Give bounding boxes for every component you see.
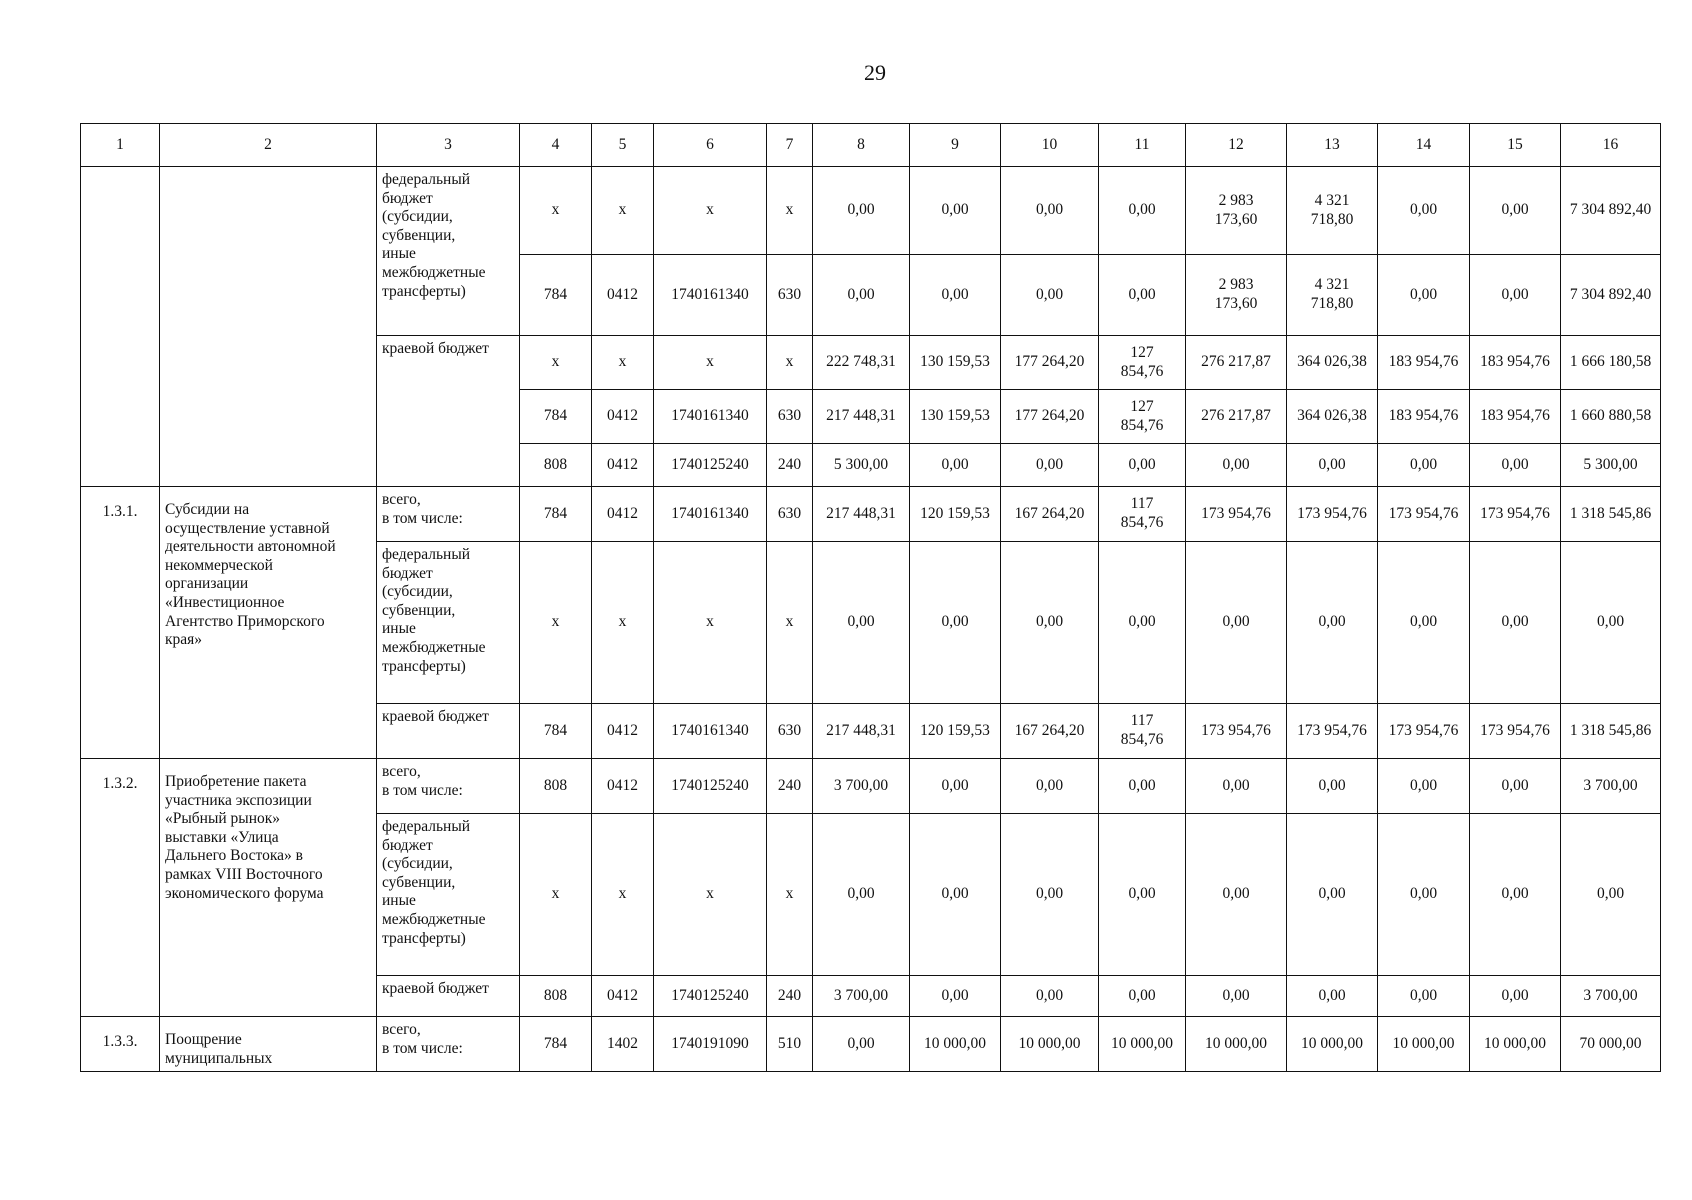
budget-table	[80, 123, 1661, 1072]
cell-target-article: х	[654, 542, 767, 704]
header-row	[81, 124, 1661, 167]
cell-year-2026: 183 954,76	[1378, 390, 1470, 444]
cell-year-2021: 0,00	[910, 255, 1001, 336]
item-number-cell	[81, 167, 160, 487]
cell-chapter: х	[520, 542, 592, 704]
cell-chapter: х	[520, 814, 592, 976]
cell-year-2022: 0,00	[1001, 167, 1099, 255]
cell-year-2020: 0,00	[813, 167, 910, 255]
cell-year-2022: 0,00	[1001, 255, 1099, 336]
cell-year-2023: 10 000,00	[1099, 1017, 1186, 1072]
funding-source-total: всего, в том числе:	[377, 759, 520, 814]
column-header: 8	[813, 124, 910, 167]
cell-year-2022: 0,00	[1001, 759, 1099, 814]
column-header: 14	[1378, 124, 1470, 167]
cell-year-2027: 0,00	[1470, 759, 1561, 814]
cell-total: 0,00	[1561, 542, 1661, 704]
cell-year-2024: 2 983 173,60	[1186, 167, 1287, 255]
cell-year-2023: 127 854,76	[1099, 390, 1186, 444]
cell-year-2024: 10 000,00	[1186, 1017, 1287, 1072]
cell-year-2027: 173 954,76	[1470, 487, 1561, 542]
cell-year-2021: 10 000,00	[910, 1017, 1001, 1072]
cell-year-2027: 173 954,76	[1470, 704, 1561, 759]
cell-year-2020: 0,00	[813, 255, 910, 336]
cell-year-2022: 177 264,20	[1001, 336, 1099, 390]
cell-year-2024: 0,00	[1186, 542, 1287, 704]
cell-chapter: х	[520, 167, 592, 255]
item-number: 1.3.2.	[81, 759, 160, 1017]
cell-year-2023: 0,00	[1099, 255, 1186, 336]
cell-year-2023: 117 854,76	[1099, 487, 1186, 542]
cell-year-2026: 0,00	[1378, 542, 1470, 704]
cell-section: х	[592, 542, 654, 704]
cell-year-2027: 0,00	[1470, 444, 1561, 487]
cell-year-2021: 120 159,53	[910, 704, 1001, 759]
table-row	[81, 487, 1661, 542]
cell-target-article: х	[654, 814, 767, 976]
cell-year-2025: 173 954,76	[1287, 487, 1378, 542]
cell-year-2024: 0,00	[1186, 444, 1287, 487]
cell-section: 0412	[592, 390, 654, 444]
cell-year-2022: 0,00	[1001, 976, 1099, 1017]
cell-year-2027: 0,00	[1470, 167, 1561, 255]
cell-chapter: 784	[520, 1017, 592, 1072]
cell-year-2027: 0,00	[1470, 976, 1561, 1017]
cell-total: 3 700,00	[1561, 976, 1661, 1017]
cell-year-2024: 276 217,87	[1186, 390, 1287, 444]
cell-year-2020: 217 448,31	[813, 390, 910, 444]
cell-year-2027: 183 954,76	[1470, 390, 1561, 444]
cell-year-2026: 0,00	[1378, 976, 1470, 1017]
cell-section: 1402	[592, 1017, 654, 1072]
cell-year-2021: 0,00	[910, 444, 1001, 487]
cell-year-2027: 0,00	[1470, 542, 1561, 704]
cell-expense-type: 240	[767, 759, 813, 814]
cell-year-2021: 130 159,53	[910, 390, 1001, 444]
cell-year-2023: 0,00	[1099, 976, 1186, 1017]
cell-chapter: 808	[520, 444, 592, 487]
cell-year-2021: 0,00	[910, 814, 1001, 976]
cell-year-2021: 0,00	[910, 759, 1001, 814]
item-name: Субсидии на осуществление уставной деятельности автономной некоммерческой организации «Инвестиционное Агентство Приморского края»	[160, 487, 377, 759]
column-header: 2	[160, 124, 377, 167]
cell-year-2024: 0,00	[1186, 814, 1287, 976]
cell-year-2025: 0,00	[1287, 976, 1378, 1017]
cell-year-2020: 217 448,31	[813, 487, 910, 542]
funding-source-total: всего, в том числе:	[377, 487, 520, 542]
cell-year-2020: 217 448,31	[813, 704, 910, 759]
cell-section: 0412	[592, 704, 654, 759]
cell-year-2023: 0,00	[1099, 814, 1186, 976]
cell-target-article: 1740161340	[654, 390, 767, 444]
column-header: 3	[377, 124, 520, 167]
column-header: 7	[767, 124, 813, 167]
cell-chapter: 784	[520, 390, 592, 444]
cell-total: 1 666 180,58	[1561, 336, 1661, 390]
cell-year-2026: 183 954,76	[1378, 336, 1470, 390]
cell-section: 0412	[592, 487, 654, 542]
cell-year-2023: 127 854,76	[1099, 336, 1186, 390]
cell-expense-type: 240	[767, 444, 813, 487]
cell-year-2022: 0,00	[1001, 444, 1099, 487]
cell-target-article: х	[654, 336, 767, 390]
cell-year-2026: 0,00	[1378, 167, 1470, 255]
cell-year-2020: 5 300,00	[813, 444, 910, 487]
table-row	[81, 167, 1661, 255]
cell-year-2022: 167 264,20	[1001, 487, 1099, 542]
cell-year-2025: 364 026,38	[1287, 390, 1378, 444]
cell-target-article: 1740125240	[654, 444, 767, 487]
cell-year-2026: 0,00	[1378, 255, 1470, 336]
cell-year-2027: 183 954,76	[1470, 336, 1561, 390]
table-row	[81, 759, 1661, 814]
cell-year-2020: 222 748,31	[813, 336, 910, 390]
cell-year-2023: 0,00	[1099, 759, 1186, 814]
funding-source-federal: федеральный бюджет (субсидии, субвенции, иные межбюджетные трансферты)	[377, 542, 520, 704]
column-header: 10	[1001, 124, 1099, 167]
cell-year-2023: 0,00	[1099, 167, 1186, 255]
cell-year-2027: 0,00	[1470, 814, 1561, 976]
cell-total: 1 660 880,58	[1561, 390, 1661, 444]
cell-year-2023: 117 854,76	[1099, 704, 1186, 759]
cell-year-2023: 0,00	[1099, 542, 1186, 704]
item-name: Приобретение пакета участника экспозиции «Рыбный рынок» выставки «Улица Дальнего Востока» в рамках VIII Восточного экономического форума	[160, 759, 377, 1017]
cell-target-article: 1740125240	[654, 976, 767, 1017]
cell-expense-type: 240	[767, 976, 813, 1017]
cell-year-2025: 173 954,76	[1287, 704, 1378, 759]
cell-year-2026: 10 000,00	[1378, 1017, 1470, 1072]
cell-year-2020: 0,00	[813, 814, 910, 976]
column-header: 6	[654, 124, 767, 167]
cell-chapter: 784	[520, 704, 592, 759]
cell-year-2022: 167 264,20	[1001, 704, 1099, 759]
column-header: 1	[81, 124, 160, 167]
cell-year-2024: 173 954,76	[1186, 704, 1287, 759]
column-header: 13	[1287, 124, 1378, 167]
cell-year-2022: 0,00	[1001, 542, 1099, 704]
cell-year-2026: 173 954,76	[1378, 704, 1470, 759]
column-header: 16	[1561, 124, 1661, 167]
funding-source-federal: федеральный бюджет (субсидии, субвенции, иные межбюджетные трансферты)	[377, 167, 520, 336]
cell-year-2024: 173 954,76	[1186, 487, 1287, 542]
cell-year-2020: 3 700,00	[813, 759, 910, 814]
cell-chapter: х	[520, 336, 592, 390]
funding-source-federal: федеральный бюджет (субсидии, субвенции, иные межбюджетные трансферты)	[377, 814, 520, 976]
column-header: 5	[592, 124, 654, 167]
cell-expense-type: 630	[767, 487, 813, 542]
cell-expense-type: х	[767, 167, 813, 255]
column-header: 15	[1470, 124, 1561, 167]
cell-section: 0412	[592, 255, 654, 336]
funding-source-regional: краевой бюджет	[377, 336, 520, 487]
cell-year-2026: 173 954,76	[1378, 487, 1470, 542]
cell-year-2021: 120 159,53	[910, 487, 1001, 542]
cell-target-article: 1740191090	[654, 1017, 767, 1072]
cell-target-article: 1740161340	[654, 255, 767, 336]
cell-expense-type: х	[767, 542, 813, 704]
cell-year-2023: 0,00	[1099, 444, 1186, 487]
funding-source-regional: краевой бюджет	[377, 976, 520, 1017]
funding-source-regional: краевой бюджет	[377, 704, 520, 759]
cell-expense-type: х	[767, 336, 813, 390]
cell-target-article: 1740161340	[654, 487, 767, 542]
cell-total: 7 304 892,40	[1561, 167, 1661, 255]
cell-total: 3 700,00	[1561, 759, 1661, 814]
cell-year-2022: 10 000,00	[1001, 1017, 1099, 1072]
cell-chapter: 808	[520, 759, 592, 814]
cell-year-2021: 0,00	[910, 976, 1001, 1017]
cell-year-2025: 10 000,00	[1287, 1017, 1378, 1072]
cell-year-2024: 2 983 173,60	[1186, 255, 1287, 336]
cell-year-2025: 4 321 718,80	[1287, 255, 1378, 336]
cell-expense-type: 630	[767, 704, 813, 759]
cell-total: 7 304 892,40	[1561, 255, 1661, 336]
column-header: 9	[910, 124, 1001, 167]
cell-section: х	[592, 167, 654, 255]
item-number: 1.3.1.	[81, 487, 160, 759]
cell-year-2021: 0,00	[910, 167, 1001, 255]
cell-year-2020: 3 700,00	[813, 976, 910, 1017]
cell-year-2022: 177 264,20	[1001, 390, 1099, 444]
cell-year-2020: 0,00	[813, 542, 910, 704]
cell-year-2025: 4 321 718,80	[1287, 167, 1378, 255]
item-number: 1.3.3.	[81, 1017, 160, 1072]
cell-chapter: 808	[520, 976, 592, 1017]
cell-expense-type: х	[767, 814, 813, 976]
cell-total: 5 300,00	[1561, 444, 1661, 487]
cell-section: 0412	[592, 444, 654, 487]
cell-section: х	[592, 814, 654, 976]
cell-total: 0,00	[1561, 814, 1661, 976]
table-row	[81, 1017, 1661, 1072]
cell-total: 1 318 545,86	[1561, 704, 1661, 759]
page-number: 29	[864, 60, 886, 85]
cell-year-2027: 0,00	[1470, 255, 1561, 336]
cell-target-article: 1740161340	[654, 704, 767, 759]
funding-source-total: всего, в том числе:	[377, 1017, 520, 1072]
cell-expense-type: 630	[767, 390, 813, 444]
cell-year-2024: 0,00	[1186, 976, 1287, 1017]
cell-year-2024: 276 217,87	[1186, 336, 1287, 390]
cell-year-2021: 0,00	[910, 542, 1001, 704]
cell-target-article: х	[654, 167, 767, 255]
item-name-cell	[160, 167, 377, 487]
column-header: 4	[520, 124, 592, 167]
cell-expense-type: 510	[767, 1017, 813, 1072]
column-header: 12	[1186, 124, 1287, 167]
cell-section: 0412	[592, 976, 654, 1017]
cell-year-2026: 0,00	[1378, 814, 1470, 976]
cell-section: х	[592, 336, 654, 390]
cell-year-2020: 0,00	[813, 1017, 910, 1072]
cell-section: 0412	[592, 759, 654, 814]
cell-target-article: 1740125240	[654, 759, 767, 814]
item-name: Поощрение муниципальных	[160, 1017, 377, 1072]
cell-year-2022: 0,00	[1001, 814, 1099, 976]
cell-chapter: 784	[520, 487, 592, 542]
cell-chapter: 784	[520, 255, 592, 336]
cell-year-2024: 0,00	[1186, 759, 1287, 814]
cell-year-2026: 0,00	[1378, 444, 1470, 487]
column-header: 11	[1099, 124, 1186, 167]
cell-year-2025: 0,00	[1287, 444, 1378, 487]
cell-year-2027: 10 000,00	[1470, 1017, 1561, 1072]
cell-year-2025: 0,00	[1287, 542, 1378, 704]
cell-total: 1 318 545,86	[1561, 487, 1661, 542]
cell-year-2025: 0,00	[1287, 814, 1378, 976]
cell-year-2025: 0,00	[1287, 759, 1378, 814]
cell-year-2025: 364 026,38	[1287, 336, 1378, 390]
cell-expense-type: 630	[767, 255, 813, 336]
cell-year-2026: 0,00	[1378, 759, 1470, 814]
cell-total: 70 000,00	[1561, 1017, 1661, 1072]
cell-year-2021: 130 159,53	[910, 336, 1001, 390]
